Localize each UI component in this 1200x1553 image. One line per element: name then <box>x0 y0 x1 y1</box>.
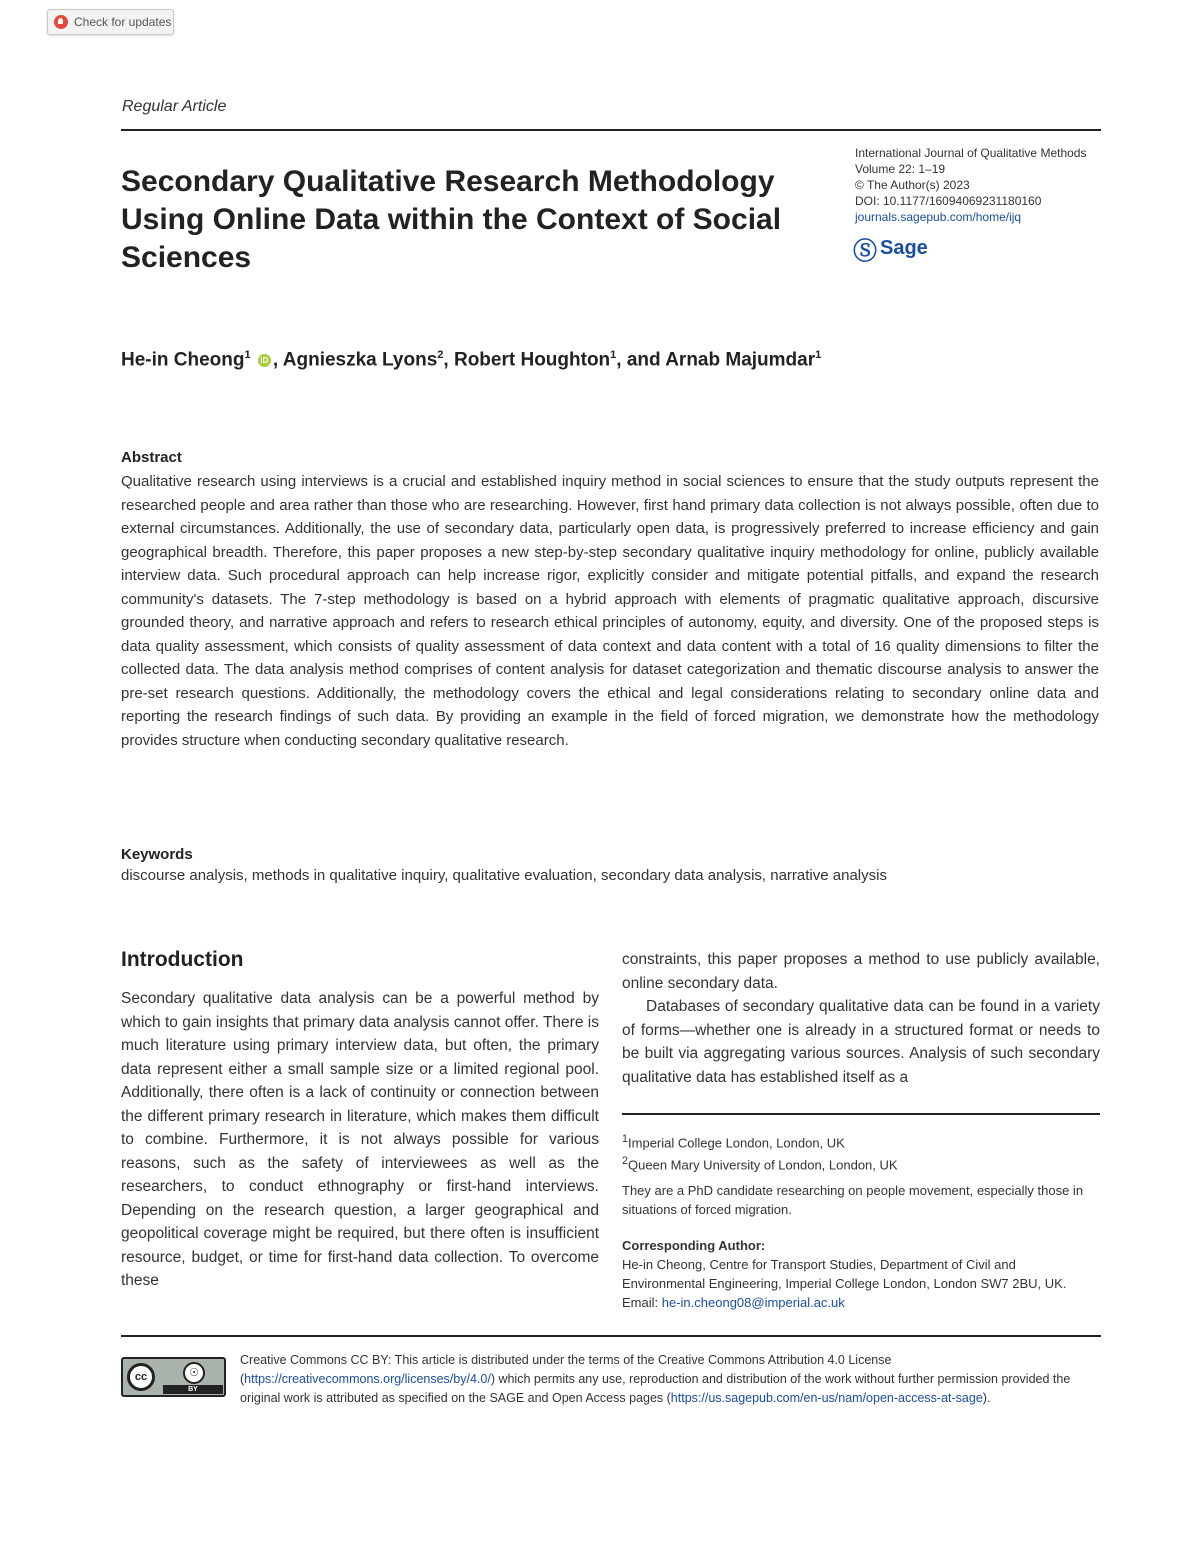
license-part: ). <box>982 1391 991 1405</box>
sage-s-icon: Ⓢ <box>853 238 877 265</box>
article-title: Secondary Qualitative Research Methodology Using Online Data within the Context of Social Sciences <box>121 165 782 274</box>
affiliation-sup: 2 <box>622 1155 629 1168</box>
orcid-icon[interactable]: iD <box>258 354 271 367</box>
license-part: Creative Commons CC BY: This article is distributed under the terms of the Creative Commons Attribution 4.0 License ( <box>240 1353 892 1386</box>
license-part: ) which permits any use, reproduction and distribution of the work without further permission provided the original work is attributed as specified on the SAGE and Open Access pages ( <box>240 1372 1071 1405</box>
open-access-link[interactable]: https://us.sagepub.com/en-us/nam/open-access-at-sage <box>670 1391 983 1405</box>
sage-logo <box>853 231 928 266</box>
corresponding-line: Environmental Engineering, Imperial College London, London SW7 2BU, UK. <box>622 1276 1067 1291</box>
separator: , <box>272 349 279 371</box>
cc-by-badge <box>121 1357 226 1397</box>
author-name: Robert Houghton <box>453 349 611 371</box>
cc-icon: cc <box>127 1363 155 1391</box>
abstract-text: Qualitative research using interviews is a crucial and established inquiry method in social sciences to ensure that the study outputs represent the researched people and area rather than those who are researching. However, first hand primary data collection is not always possible, often due to external circumstances. Additionally, the use of secondary data, particularly open data, is progressively preferred to increase efficiency and gain geographical breadth. Therefore, this paper proposes a new step-by-step secondary qualitative inquiry methodology for online, publicly available interview data. Such procedural approach can help increase rigor, explicitly consider and mitigate potential pitfalls, and expand the research community's datasets. The 7-step methodology is based on a hybrid approach with elements of pragmatic qualitative approach, discursive grounded theory, and narrative approach and refers to research ethical principles of autonomy, equity, and diversity. One of the proposed steps is data quality assessment, which consists of quality assessment of data context and data content with a total of 16 quality dimensions to filter the collected data. The data analysis method comprises of content analysis for dataset categorization and thematic discourse analysis to answer the pre-set research questions. Additionally, the methodology covers the ethical and legal considerations relating to secondary online data and reporting the research findings of such data. By providing an example in the field of forced migration, we demonstrate how the methodology provides structure when conducting secondary qualitative research. <box>121 473 1099 749</box>
affiliation-sup: 1 <box>244 349 251 361</box>
separator: , <box>443 349 449 371</box>
journal-volume: Volume 22: 1–19 <box>855 162 946 176</box>
affiliations <box>622 1130 1102 1175</box>
affiliation-2: Queen Mary University of London, London, UK <box>628 1157 898 1173</box>
journal-link[interactable]: journals.sagepub.com/home/ijq <box>855 210 1022 224</box>
introduction-left-column: Secondary qualitative data analysis can be a powerful method by which to gain insights that primary data analysis cannot offer. There is much literature using primary interview data, but often, the primary data represent either a small sample size or a limited regional pool. Additionally, there often is a lack of continuity or connection between the different primary research in literature, which makes them difficult to combine. Furthermore, it is not always possible for various reasons, such as the safety of interviewees as well as the researchers, to conduct ethnography or first-hand interviews. Depending on the research question, a larger geographical and geopolitical coverage might be required, but there often is insufficient resource, budget, or time for first-hand data collection. To overcome these <box>121 990 599 1289</box>
update-icon <box>54 15 68 29</box>
affiliation-sup: 1 <box>815 349 822 361</box>
by-label: BY <box>163 1385 223 1394</box>
top-rule <box>121 129 1101 131</box>
keywords-heading: Keywords <box>121 846 193 863</box>
article-type: Regular Article <box>122 98 227 115</box>
license-text <box>240 1351 1102 1408</box>
affiliation-sup: 1 <box>622 1133 629 1145</box>
intro-paragraph: Databases of secondary qualitative data can be found in a variety of forms—whether one is already in a structured format or needs to be built via aggregating various sources. Analysis of such secondary qualitative data has established itself as a <box>622 998 1100 1086</box>
bottom-rule <box>121 1335 1101 1337</box>
introduction-right-column <box>622 948 1100 1089</box>
keywords-text: discourse analysis, methods in qualitative inquiry, qualitative evaluation, secondary data analysis, narrative analysis <box>121 867 887 884</box>
author-name: He-in Cheong <box>121 349 245 371</box>
check-for-updates-label: Check for updates <box>74 15 172 29</box>
affiliation-1: Imperial College London, London, UK <box>628 1135 845 1151</box>
corresponding-heading: Corresponding Author: <box>622 1238 766 1253</box>
journal-info <box>855 145 1110 225</box>
journal-doi: DOI: 10.1177/16094069231180160 <box>855 194 1042 208</box>
journal-name: International Journal of Qualitative Methods <box>855 146 1087 160</box>
cc-license-link[interactable]: https://creativecommons.org/licenses/by/4.0/ <box>244 1372 491 1386</box>
footnote-rule <box>622 1113 1100 1115</box>
sage-wordmark: Sage <box>880 237 928 259</box>
author-name: Arnab Majumdar <box>665 349 816 371</box>
license-wrap-spacer <box>121 1408 240 1432</box>
author-note: They are a PhD candidate researching on people movement, especially those in situations of forced migration. <box>622 1183 1084 1217</box>
corresponding-author <box>622 1236 1102 1312</box>
author-list <box>121 349 821 371</box>
abstract-heading: Abstract <box>121 449 182 466</box>
journal-copyright: © The Author(s) 2023 <box>855 178 970 192</box>
affiliation-sup: 1 <box>610 349 617 361</box>
introduction-heading: Introduction <box>121 948 244 971</box>
email-link[interactable]: he-in.cheong08@imperial.ac.uk <box>661 1295 845 1310</box>
intro-paragraph: constraints, this paper proposes a method to use publicly available, online secondary data. <box>622 951 1100 992</box>
affiliation-sup: 2 <box>437 349 444 361</box>
separator: , and <box>616 349 661 371</box>
attribution-icon: ☉ <box>183 1362 205 1384</box>
email-label: Email: <box>622 1295 659 1310</box>
check-for-updates-button[interactable] <box>47 9 174 35</box>
corresponding-line: He-in Cheong, Centre for Transport Studies, Department of Civil and <box>622 1257 1016 1272</box>
author-name: Agnieszka Lyons <box>282 349 438 371</box>
